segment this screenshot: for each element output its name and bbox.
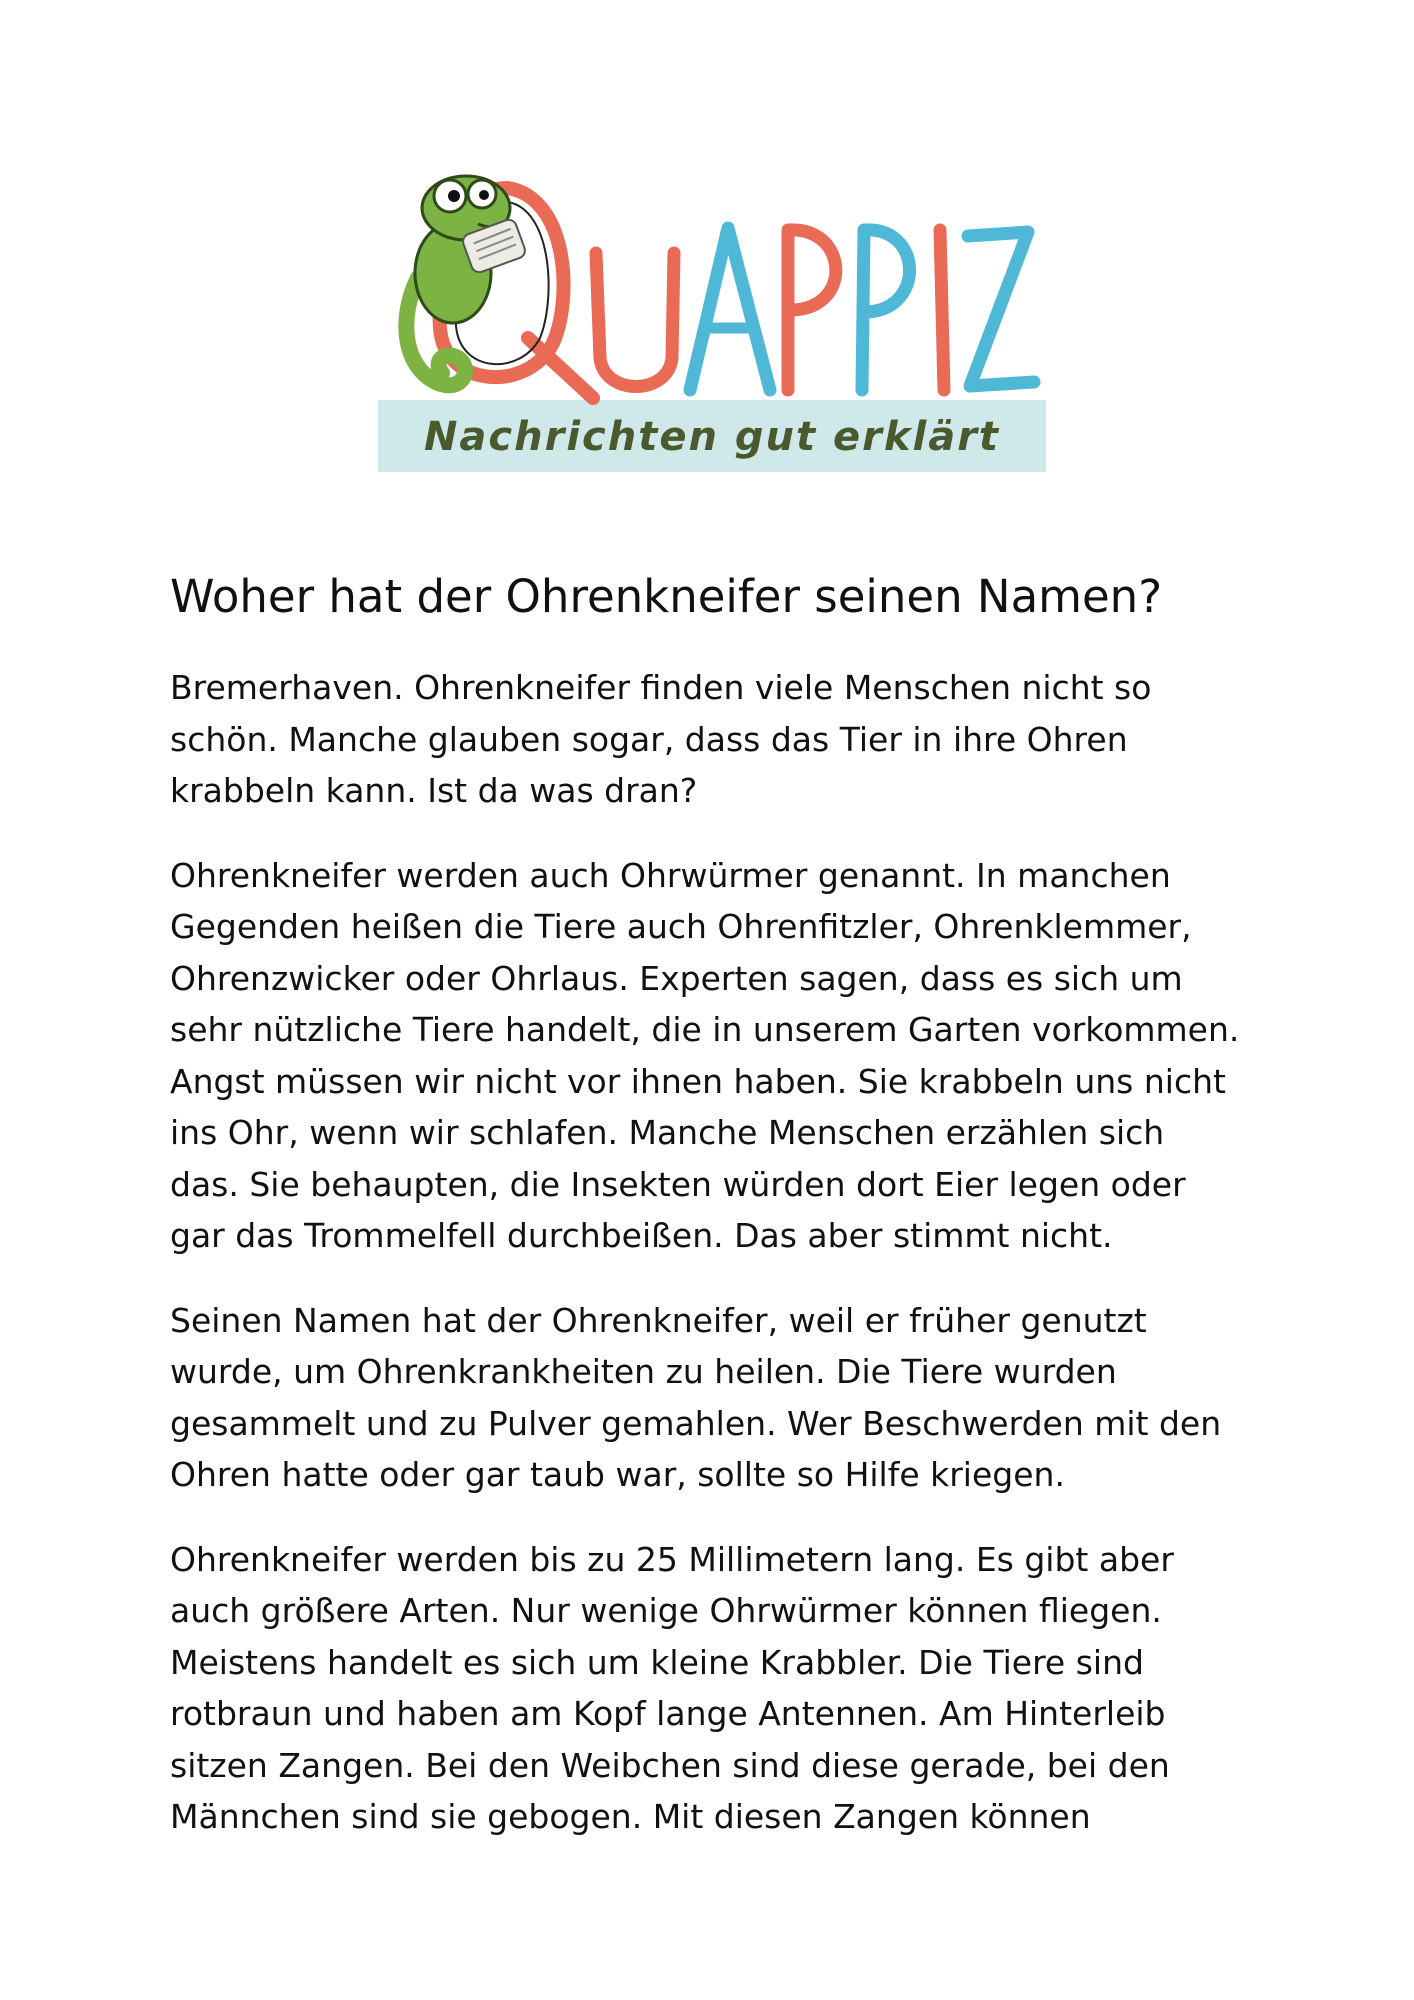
article: [170, 570, 1280, 1876]
paragraph-line: Ohrenzwicker oder Ohrlaus. Experten sagen, dass es sich um: [170, 958, 1183, 998]
quappiz-logo: [378, 168, 1046, 478]
logo-tagline: Nachrichten gut erklärt: [423, 414, 1001, 460]
paragraph-line: Ohren hatte oder gar taub war, sollte so Hilfe kriegen.: [170, 1455, 1065, 1494]
letter-p-first: [788, 230, 836, 390]
paragraph-line: Angst müssen wir nicht vor ihnen haben. Sie krabbeln uns nicht: [170, 1061, 1226, 1101]
article-paragraph-3: [170, 1295, 1280, 1501]
letter-a: [690, 228, 770, 390]
paragraph-line: sitzen Zangen. Bei den Weibchen sind diese gerade, bei den: [170, 1745, 1170, 1785]
letter-z: [968, 232, 1034, 386]
paragraph-line: gar das Trommelfell durchbeißen. Das aber stimmt nicht.: [170, 1216, 1113, 1255]
article-paragraph-2: [170, 850, 1280, 1262]
letter-u: [596, 253, 674, 387]
paragraph-line: Bremerhaven. Ohrenkneifer finden viele Menschen nicht so: [170, 668, 1152, 707]
logo-wordmark: QUAPPIZ: [690, 310, 734, 321]
article-paragraph-4: [170, 1534, 1280, 1843]
paragraph-line: Männchen sind sie gebogen. Mit diesen Zangen können: [170, 1797, 1091, 1836]
letter-i: [940, 230, 944, 390]
paragraph-line: gesammelt und zu Pulver gemahlen. Wer Beschwerden mit den: [170, 1403, 1222, 1443]
paragraph-line: Gegenden heißen die Tiere auch Ohrenfitzler, Ohrenklemmer,: [170, 907, 1192, 946]
article-headline: Woher hat der Ohrenkneifer seinen Namen?: [170, 570, 1163, 623]
chameleon-icon: [406, 176, 527, 385]
paragraph-line: schön. Manche glauben sogar, dass das Tier in ihre Ohren: [170, 719, 1128, 759]
paragraph-line: sehr nützliche Tiere handelt, die in unserem Garten vorkommen.: [170, 1010, 1240, 1049]
paragraph-line: auch größere Arten. Nur wenige Ohrwürmer können fliegen.: [170, 1591, 1162, 1630]
paragraph-line: das. Sie behaupten, die Insekten würden dort Eier legen oder: [170, 1164, 1186, 1204]
paragraph-line: rotbraun und haben am Kopf lange Antennen. Am Hinterleib: [170, 1694, 1166, 1733]
paragraph-line: wurde, um Ohrenkrankheiten zu heilen. Die Tiere wurden: [170, 1352, 1117, 1391]
paragraph-line: Seinen Namen hat der Ohrenkneifer, weil er früher genutzt: [170, 1300, 1147, 1340]
letter-p-second: [862, 230, 910, 390]
article-paragraph-1: [170, 662, 1280, 817]
paragraph-line: ins Ohr, wenn wir schlafen. Manche Menschen erzählen sich: [170, 1113, 1165, 1152]
paragraph-line: Meistens handelt es sich um kleine Krabbler. Die Tiere sind: [170, 1642, 1144, 1682]
paragraph-line: Ohrenkneifer werden auch Ohrwürmer genannt. In manchen: [170, 855, 1171, 895]
paragraph-line: krabbeln kann. Ist da was dran?: [170, 771, 698, 810]
paragraph-line: Ohrenkneifer werden bis zu 25 Millimetern lang. Es gibt aber: [170, 1539, 1174, 1579]
